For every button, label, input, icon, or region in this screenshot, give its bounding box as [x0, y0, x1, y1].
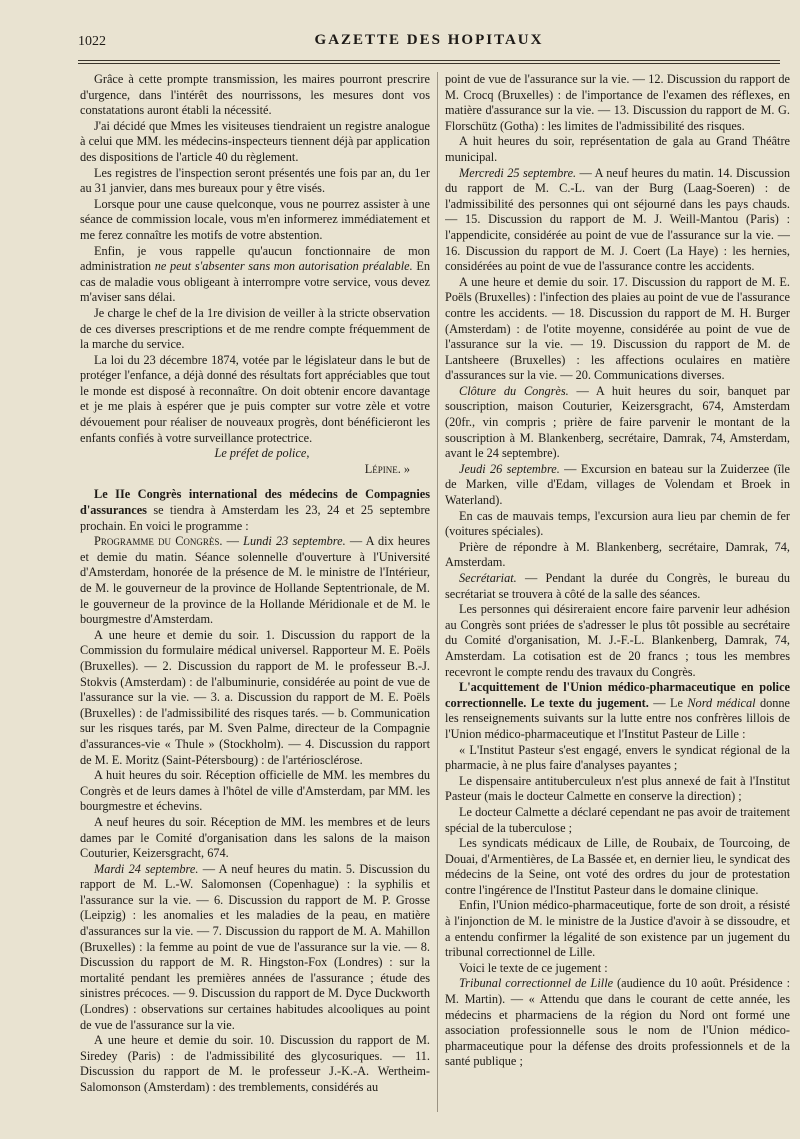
program-day: Lundi 23 septembre. [243, 534, 346, 549]
paragraph: Prière de répondre à M. Blankenberg, secrétaire, Damrak, 74, Amsterdam. [445, 539, 790, 570]
left-column [80, 72, 430, 1127]
right-column [445, 72, 790, 1112]
paragraph: Le dispensaire antituberculeux n'est plus annexé de fait à l'Institut Pasteur (mais le docteur Calmette en conserve la direction) ; [445, 773, 790, 804]
paragraph: Grâce à cette prompte transmission, les maires pourront prescrire d'urgence, dans l'intérêt des nourrissons, les mesures dont vos constatations auront établi la nécessité. [80, 72, 430, 118]
paragraph: Les personnes qui désireraient encore faire parvenir leur adhésion au Congrès sont priées de s'adresser le plus tôt possible au secrétaire du Comité d'organisation, M. J.-F.-L. Blankenberg, Damrak, 74, Amsterdam. La cotisation est de 20 francs ; tous les membres recevront le compte rendu des travaux du Congrès. [445, 602, 790, 679]
paragraph: Voici le texte de ce jugement : [459, 960, 608, 975]
journal-title: GAZETTE DES HOPITAUX [314, 32, 544, 48]
page-header [78, 28, 780, 54]
congress-paragraph [80, 487, 430, 534]
paragraph [80, 862, 430, 1034]
tribunal-label: Tribunal correctionnel de Lille [459, 976, 614, 991]
text-run: — A dix heures et demie du matin. Séance solennelle d'ouverture à l'Université d'Amsterdam, honorée de la présence de M. le ministre de l'Intérieur, de M. le gouverneur de la province de Hollande Septentrionale, de M. le gouverneur de la province de la Hollande Méridionale et de M. le bourgmestre d'Amsterdam. [80, 534, 430, 627]
column-divider [437, 72, 438, 1112]
text-run: En cas de maladie vous obligeant à interrompre votre service, vous devez m'aviser sans délai. [80, 259, 430, 305]
text-run: donne les renseignements suivants sur la lutte entre nos confrères lillois de l'Union médico-pharmaceutique et l'Institut Pasteur de Lille : [445, 695, 790, 741]
secretariat-label: Secrétariat. [459, 571, 517, 585]
signature-name: Lépine. » [364, 461, 410, 476]
paragraph: Les registres de l'inspection seront présentés une fois par an, du 1er au 31 janvier, dans mes bureaux pour y être visés. [80, 165, 430, 196]
text-run: — A neuf heures du matin. 5. Discussion du rapport de M. L.-W. Salomonsen (Copenhague) : la syphilis et l'assurance sur la vie. — 6. Discussion du rapport de M. P. Grosse (Leipzig) : les anomalies et les maladies de la peau, en matière d'assurances sur la vie. — 7. Discussion du rapport de M. A. Mahillon (Bruxelles) : la femme au point de vue de l'assurance sur la vie. — 8. Discussion du rapport de M. R. Hingston-Fox (Londres) : sur la mortalité pendant les premières années de l'assurance ; étude des sinistres précoces. — 9. Discussion du rapport de M. Dyce Duckworth (Londres) : observations sur certaines habitudes alcooliques au point de vue de l'assurance sur la vie. [80, 861, 430, 1032]
text-run: — Pendant la durée du Congrès, le bureau du secrétariat se trouvera à côté de la salle des séances. [445, 571, 790, 601]
paragraph: « L'Institut Pasteur s'est engagé, envers le syndicat régional de la pharmacie, à ne plus faire d'analyses payantes ; [445, 742, 790, 773]
paragraph: J'ai décidé que Mmes les visiteuses tiendraient un registre analogue à celui que MM. les médecins-inspecteurs tiennent déjà par application des dispositions de l'article 40 du règlement. [80, 118, 430, 164]
paragraph: A huit heures du soir, représentation de gala au Grand Théâtre municipal. [445, 134, 790, 164]
paragraph: A une heure et demie du soir. 17. Discussion du rapport de M. E. Poëls (Bruxelles) : l'infection des plaies au point de vue de l'assurance contre les accidents. — 18. Discussion du rapport de M. H. Burger (Amsterdam) : de l'otite moyenne, considérée au point de vue de l'assurance sur la vie. — 19. Discussion du rapport de M. de Lantsheere (Bruxelles) : les affections oculaires en matière d'assurances sur la vie. — 20. Communications diverses. [445, 274, 790, 383]
italic-run: ne peut s'absenter sans mon autorisation préalable. [154, 259, 413, 274]
text-run: (audience du 10 août. Présidence : M. Martin). — « Attendu que dans le courant de cette année, les médecins et pharmaciens de la région du Nord ont formé une association professionnelle sous le nom de l'Union médico-pharmaceutique pour la défense des droits professionnels et de la santé publique ; [445, 976, 790, 1069]
paragraph: point de vue de l'assurance sur la vie. — 12. Discussion du rapport de M. Crocq (Bruxelles) : de l'importance de l'examen des réflexes, en matière d'assurance sur la vie. — 13. Discussion du rapport de M. G. Florschütz (Gotha) : les limites de l'admissibilité des risques. [445, 72, 790, 133]
paragraph: A huit heures du soir. Réception officielle de MM. les membres du Congrès et de leurs dames à l'hôtel de ville d'Amsterdam, par MM. les bourgmestre et échevins. [80, 768, 430, 814]
paragraph [445, 976, 790, 1070]
text-run: — Excursion en bateau sur la Zuiderzee (île de Marken, ville d'Edam, villages de Volendam et Broek in Waterland). [445, 461, 790, 508]
paragraph: Les syndicats médicaux de Lille, de Roubaix, de Tourcoing, de Douai, d'Armentières, de La Bassée et, en dernier lieu, le syndicat des médecins de la Seine, ont voté des ordres du jour de protestation contre l'ingérence de l'Institut Pasteur dans le domaine clinique. [445, 836, 790, 897]
text-run: — A neuf heures du matin. 14. Discussion du rapport de M. C.-L. van der Burg (Laag-Soeren) : de l'admissibilité des personnes qui ont séjourné dans les pays chauds. — 15. Discussion du rapport de M. J. Weill-Mantou (Paris) : l'appendicite, considérée au point de vue de l'assurance sur la vie. — 16. Discussion du rapport de M. J. Coert (La Haye) : les hernies, considérées au point de vue de l'assurance contre les accidents. [445, 165, 790, 274]
program-day: Jeudi 26 septembre. [459, 461, 560, 476]
paragraph: Le docteur Calmette a déclaré cependant ne pas avoir de traitement spécial de la tuberculose ; [445, 804, 790, 835]
union-heading: L'acquittement de l'Union médico-pharmaceutique en police correctionnelle. Le texte du jugement. [445, 680, 790, 710]
congress-heading: Le IIe Congrès international des médecins de Compagnies d'assurances [80, 487, 430, 518]
italic-run: Nord médical [687, 695, 756, 710]
header-rule-double [78, 63, 780, 64]
text-run: Enfin, je vous rappelle qu'aucun fonctionnaire de mon administration [80, 243, 430, 274]
page-number: 1022 [78, 34, 106, 49]
closing-label: Clôture du Congrès. [459, 383, 569, 398]
text-run: — A huit heures du soir, banquet par souscription, maison Couturier, Keizersgracht, 674, Amsterdam (20fr., vin compris ; prière de faire parvenir le montant de la souscription à M. Blankenberg, secrétaire, Damrak, 74, Amsterdam, avant le 24 septembre). [445, 383, 790, 461]
paragraph [445, 571, 790, 602]
paragraph: En cas de mauvais temps, l'excursion aura lieu par chemin de fer (voitures spéciales). [445, 508, 790, 539]
header-rule [78, 60, 780, 61]
paragraph: Enfin, l'Union médico-pharmaceutique, forte de son droit, a résisté à l'injonction de M. le ministre de la Justice d'avoir à se dissoudre, et a entendu confirmer la légalité de son existence par un jugement du tribunal correctionnel de Lille. [445, 898, 790, 960]
paragraph: A une heure et demie du soir. 1. Discussion du rapport de la Commission du formulaire médical universel. Rapporteur M. E. Poëls (Bruxelles). — 2. Discussion du rapport de M. le professeur B.-J. Stokvis (Amsterdam) : de l'albuminurie, considérée au point de vue de l'assurance sur la vie. — 3. a. Discussion du rapport de M. E. Poëls (Bruxelles) : de l'admissibilité des risques tarés. — b. Communication sur les risques tarés, par M. Sven Palme, directeur de la Compagnie d'assurances-vie « Thule » (Stockholm). — 4. Discussion du rapport de M. E. Moritz (Saint-Pétersbourg) : de l'artériosclérose. [80, 627, 430, 767]
paragraph [445, 384, 790, 462]
paragraph: Lorsque pour une cause quelconque, vous ne pourrez assister à une séance de commission locale, vous m'en informerez immédiatement et me ferez connaître les motifs de votre abstention. [80, 196, 430, 242]
text-run: se tiendra à Amsterdam les 23, 24 et 25 septembre prochain. En voici le programme : [80, 503, 430, 533]
paragraph [445, 680, 790, 742]
paragraph [80, 244, 430, 306]
program-day: Mercredi 25 septembre. [459, 165, 577, 180]
paragraph: La loi du 23 décembre 1874, votée par le législateur dans le but de protéger l'enfance, a déjà donné des résultats fort appréciables que tout le monde est disposé à reconnaître. On doit obtenir encore davantage et je me plais à espérer que je puis compter sur votre zèle et votre dévouement pour réaliser de nouveaux progrès, dont bénéficieront les enfants confiés à votre surveillance protectrice. [80, 352, 430, 445]
signature-title: Le préfet de police, [214, 446, 310, 461]
program-day: Mardi 24 septembre. [94, 861, 199, 876]
paragraph: A neuf heures du soir. Réception de MM. les membres et de leurs dames par le Comité d'organisation dans les salons de la maison Couturier, Keizersgracht, 674. [80, 814, 430, 861]
program-label: Programme du Congrès. [94, 534, 223, 549]
paragraph: Je charge le chef de la 1re division de veiller à la stricte observation de ces diverses prescriptions et de me rendre compte fréquemment de la marche du service. [80, 305, 430, 352]
paragraph [445, 166, 790, 275]
text-run: — Le [648, 695, 688, 710]
paragraph: A une heure et demie du soir. 10. Discussion du rapport de M. Siredey (Paris) : de l'admissibilité des glycosuriques. — 11. Discussion du rapport de M. le professeur J.-K.-A. Wertheim-Salomonson (Amsterdam) : des tremblements, considérés au [80, 1033, 430, 1094]
paragraph [445, 462, 790, 509]
paragraph: Programme du Congrès. — Lundi 23 septembre. — A dix heures et demie du matin. Séance solennelle d'ouverture à l'Université d'Amsterdam, honorée de la présence de M. le ministre de l'Intérieur, de M. le gouverneur de la province de Hollande Septentrionale, de M. le gouverneur de la province de la Hollande Méridionale et de M. le bourgmestre d'Amsterdam. [80, 534, 430, 627]
